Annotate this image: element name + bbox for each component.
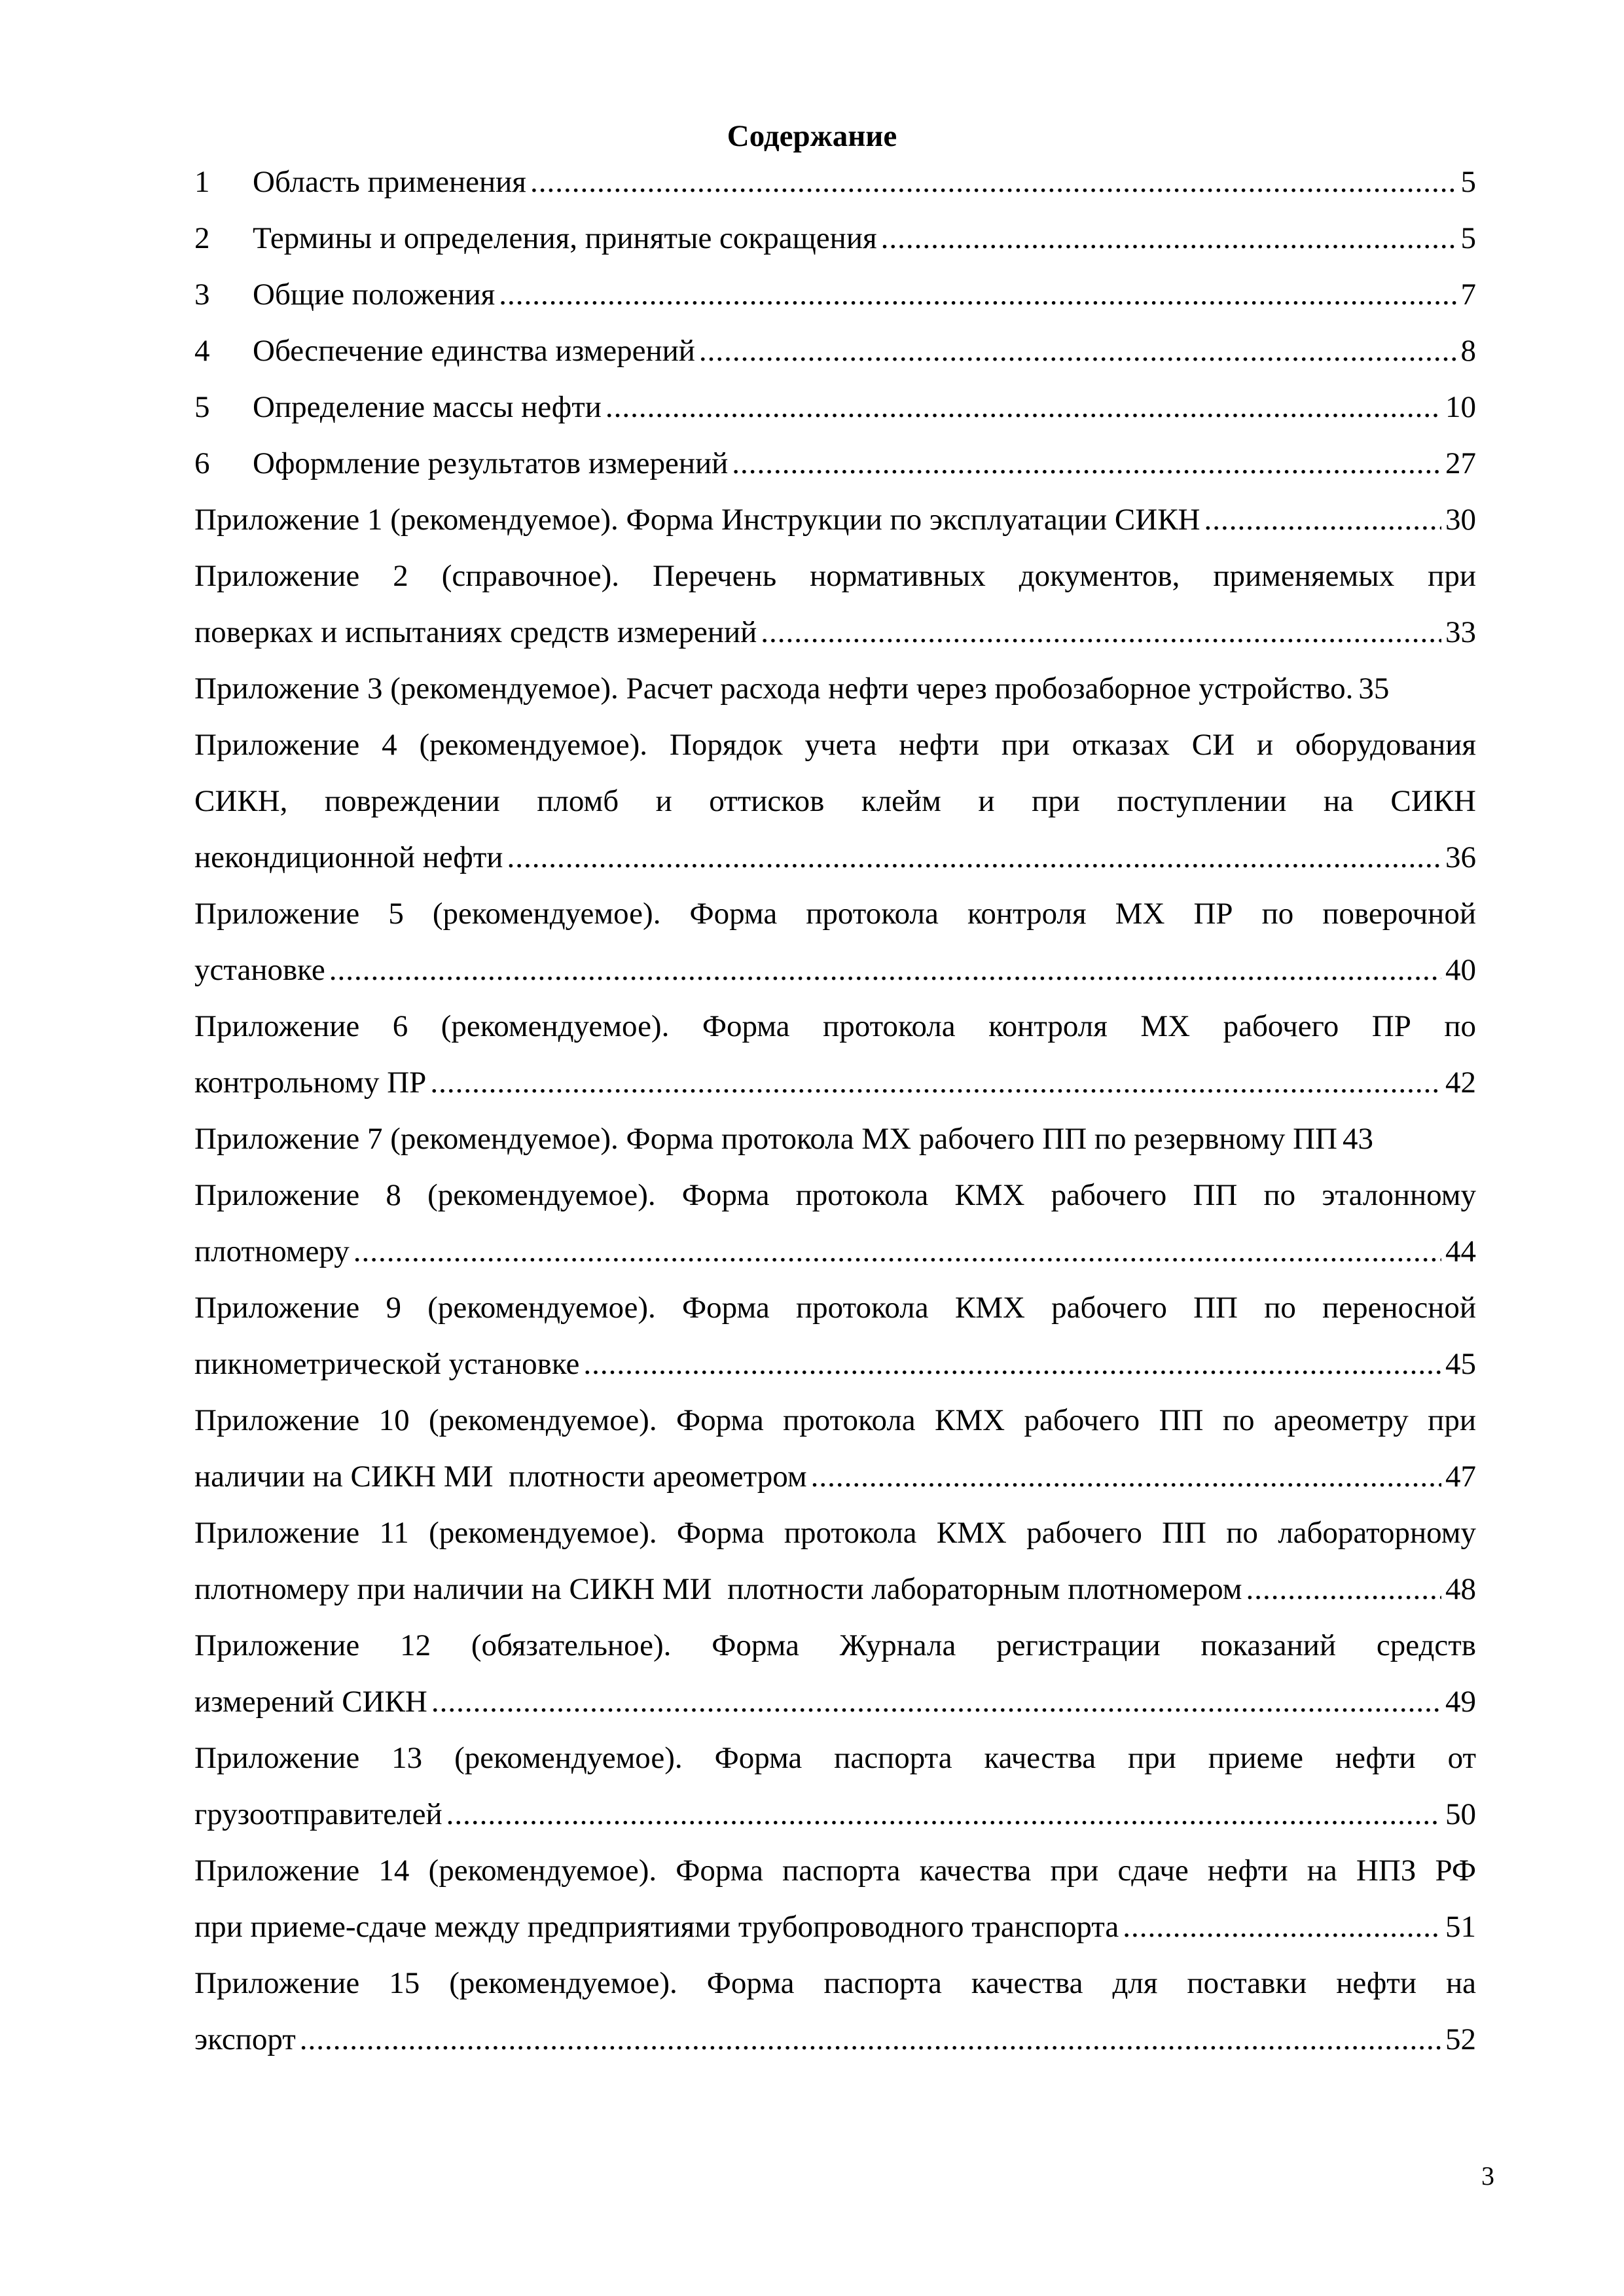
leader-dots — [732, 444, 1441, 483]
toc-title: Содержание — [727, 119, 897, 153]
toc-entry-title: Приложение 1 (рекомендуемое). Форма Инструкции по эксплуатации СИКН — [194, 503, 1200, 537]
leader-dots — [499, 275, 1456, 314]
leader-dots — [761, 613, 1441, 652]
toc-entry-number: 6 — [194, 446, 210, 480]
toc-appendix-line[interactable]: Приложение 4 (рекомендуемое). Порядок учета нефти при отказах СИ и оборудования — [194, 728, 1476, 762]
toc-appendix-entry[interactable] — [194, 1223, 1476, 1280]
toc-entry-page: 44 — [1445, 1234, 1476, 1268]
toc-entry-page: 35 — [1358, 672, 1390, 706]
toc-appendix-entry[interactable] — [194, 492, 1476, 548]
toc-entry-page: 43 — [1342, 1122, 1373, 1156]
toc-entry-title: установке — [194, 953, 325, 987]
toc-appendix-line[interactable]: Приложение 2 (справочное). Перечень нормативных документов, применяемых при — [194, 559, 1476, 593]
toc-appendix-entry[interactable] — [194, 829, 1476, 886]
toc-entry-title: грузоотправителей — [194, 1797, 442, 1831]
leader-dots — [583, 1344, 1441, 1384]
leader-dots — [300, 2020, 1441, 2059]
toc-entry-number: 2 — [194, 221, 210, 255]
toc-entry-title: плотномеру — [194, 1234, 350, 1268]
toc-entry-page: 40 — [1445, 953, 1476, 987]
leader-dots — [353, 1232, 1441, 1271]
leader-dots — [1123, 1907, 1441, 1946]
toc-entry-title: Обеспечение единства измерений — [253, 334, 695, 368]
leader-dots — [446, 1795, 1441, 1834]
toc-entry-title: измерений СИКН — [194, 1685, 427, 1719]
toc-entry-page: 7 — [1460, 278, 1476, 312]
toc-entry-title: экспорт — [194, 2022, 296, 2056]
toc-entry-page: 27 — [1445, 446, 1476, 480]
toc-entry-title: некондиционной нефти — [194, 840, 503, 874]
toc-entry-page: 10 — [1445, 390, 1476, 424]
toc-entry-title: Термины и определения, принятые сокращения — [253, 221, 877, 255]
toc-appendix-entry[interactable] — [194, 1786, 1476, 1842]
toc-entry-page: 52 — [1445, 2022, 1476, 2056]
toc-entry-number: 5 — [194, 390, 210, 424]
leader-dots — [1246, 1570, 1441, 1609]
toc-entry-title: пикнометрической установке — [194, 1347, 580, 1381]
toc-appendix-line[interactable]: Приложение 8 (рекомендуемое). Форма протокола КМХ рабочего ПП по эталонному — [194, 1178, 1476, 1212]
toc-entry-title: Общие положения — [253, 278, 496, 312]
toc-appendix-line[interactable]: Приложение 15 (рекомендуемое). Форма паспорта качества для поставки нефти на — [194, 1966, 1476, 2000]
leader-dots — [1204, 500, 1442, 539]
toc-appendix-line[interactable]: Приложение 12 (обязательное). Форма Журнала регистрации показаний средств — [194, 1628, 1476, 1662]
toc-entry-page: 51 — [1445, 1910, 1476, 1944]
toc-entry-page: 48 — [1445, 1572, 1476, 1606]
leader-dots — [530, 162, 1457, 202]
toc-entry-page: 50 — [1445, 1797, 1476, 1831]
toc-entry-page: 42 — [1445, 1066, 1476, 1100]
page-number: 3 — [1481, 2161, 1494, 2191]
leader-dots — [507, 838, 1441, 877]
toc-appendix-entry[interactable] — [194, 1899, 1476, 1955]
toc-appendix-line[interactable]: Приложение 13 (рекомендуемое). Форма паспорта качества при приеме нефти от — [194, 1741, 1476, 1775]
toc-appendix-entry[interactable] — [194, 604, 1476, 660]
toc-entry-page: 30 — [1445, 503, 1476, 537]
table-of-contents — [194, 154, 1476, 2068]
toc-appendix-entry[interactable] — [194, 660, 1476, 717]
toc-entry-title: контрольному ПР — [194, 1066, 427, 1100]
toc-appendix-entry[interactable] — [194, 942, 1476, 998]
leader-dots — [430, 1063, 1441, 1102]
toc-entry-title: при приеме-сдаче между предприятиями трубопроводного транспорта — [194, 1910, 1119, 1944]
toc-appendix-entry[interactable] — [194, 1674, 1476, 1730]
toc-appendix-line[interactable]: Приложение 6 (рекомендуемое). Форма протокола контроля МХ рабочего ПР по — [194, 1009, 1476, 1043]
toc-appendix-entry[interactable] — [194, 2011, 1476, 2068]
toc-entry[interactable] — [194, 154, 1476, 210]
leader-dots — [605, 387, 1441, 427]
toc-entry-title: Область применения — [253, 165, 526, 199]
toc-appendix-entry[interactable] — [194, 1054, 1476, 1111]
toc-appendix-line[interactable]: Приложение 14 (рекомендуемое). Форма паспорта качества при сдаче нефти на НПЗ РФ — [194, 1854, 1476, 1888]
toc-entry-title: Приложение 3 (рекомендуемое). Расчет расхода нефти через пробозаборное устройство. — [194, 672, 1354, 706]
leader-dots — [881, 219, 1457, 258]
leader-dots — [329, 950, 1441, 990]
toc-entry[interactable] — [194, 323, 1476, 379]
toc-appendix-line[interactable]: СИКН, повреждении пломб и оттисков клейм и при поступлении на СИКН — [194, 784, 1476, 818]
toc-entry-page: 5 — [1460, 221, 1476, 255]
leader-dots — [811, 1457, 1441, 1496]
toc-entry-page: 45 — [1445, 1347, 1476, 1381]
toc-entry[interactable] — [194, 266, 1476, 323]
toc-entry-page: 5 — [1460, 165, 1476, 199]
leader-dots — [431, 1682, 1441, 1721]
toc-appendix-entry[interactable] — [194, 1561, 1476, 1617]
toc-entry-title: плотномеру при наличии на СИКН МИ плотности лабораторным плотномером — [194, 1572, 1242, 1606]
toc-appendix-line[interactable]: Приложение 5 (рекомендуемое). Форма протокола контроля МХ ПР по поверочной — [194, 897, 1476, 931]
toc-appendix-entry[interactable] — [194, 1336, 1476, 1392]
toc-entry-title: Оформление результатов измерений — [253, 446, 729, 480]
toc-entry-page: 47 — [1445, 1460, 1476, 1494]
leader-dots — [699, 331, 1457, 370]
toc-entry-number: 3 — [194, 278, 210, 312]
toc-entry-page: 36 — [1445, 840, 1476, 874]
toc-entry-page: 8 — [1460, 334, 1476, 368]
toc-entry-page: 49 — [1445, 1685, 1476, 1719]
toc-appendix-line[interactable]: Приложение 9 (рекомендуемое). Форма протокола КМХ рабочего ПП по переносной — [194, 1291, 1476, 1325]
toc-entry-title: поверках и испытаниях средств измерений — [194, 615, 757, 649]
toc-entry-number: 4 — [194, 334, 210, 368]
toc-entry-title: Определение массы нефти — [253, 390, 602, 424]
toc-appendix-line[interactable]: Приложение 10 (рекомендуемое). Форма протокола КМХ рабочего ПП по ареометру при — [194, 1403, 1476, 1437]
toc-appendix-line[interactable]: Приложение 11 (рекомендуемое). Форма протокола КМХ рабочего ПП по лабораторному — [194, 1516, 1476, 1550]
toc-appendix-entry[interactable] — [194, 1448, 1476, 1505]
toc-appendix-entry[interactable] — [194, 1111, 1476, 1167]
toc-entry-title: наличии на СИКН МИ плотности ареометром — [194, 1460, 807, 1494]
toc-entry-page: 33 — [1445, 615, 1476, 649]
toc-entry-number: 1 — [194, 165, 210, 199]
toc-entry[interactable] — [194, 435, 1476, 492]
toc-entry[interactable] — [194, 379, 1476, 435]
toc-entry-title: Приложение 7 (рекомендуемое). Форма протокола МХ рабочего ПП по резервному ПП — [194, 1122, 1337, 1156]
toc-entry[interactable] — [194, 210, 1476, 266]
